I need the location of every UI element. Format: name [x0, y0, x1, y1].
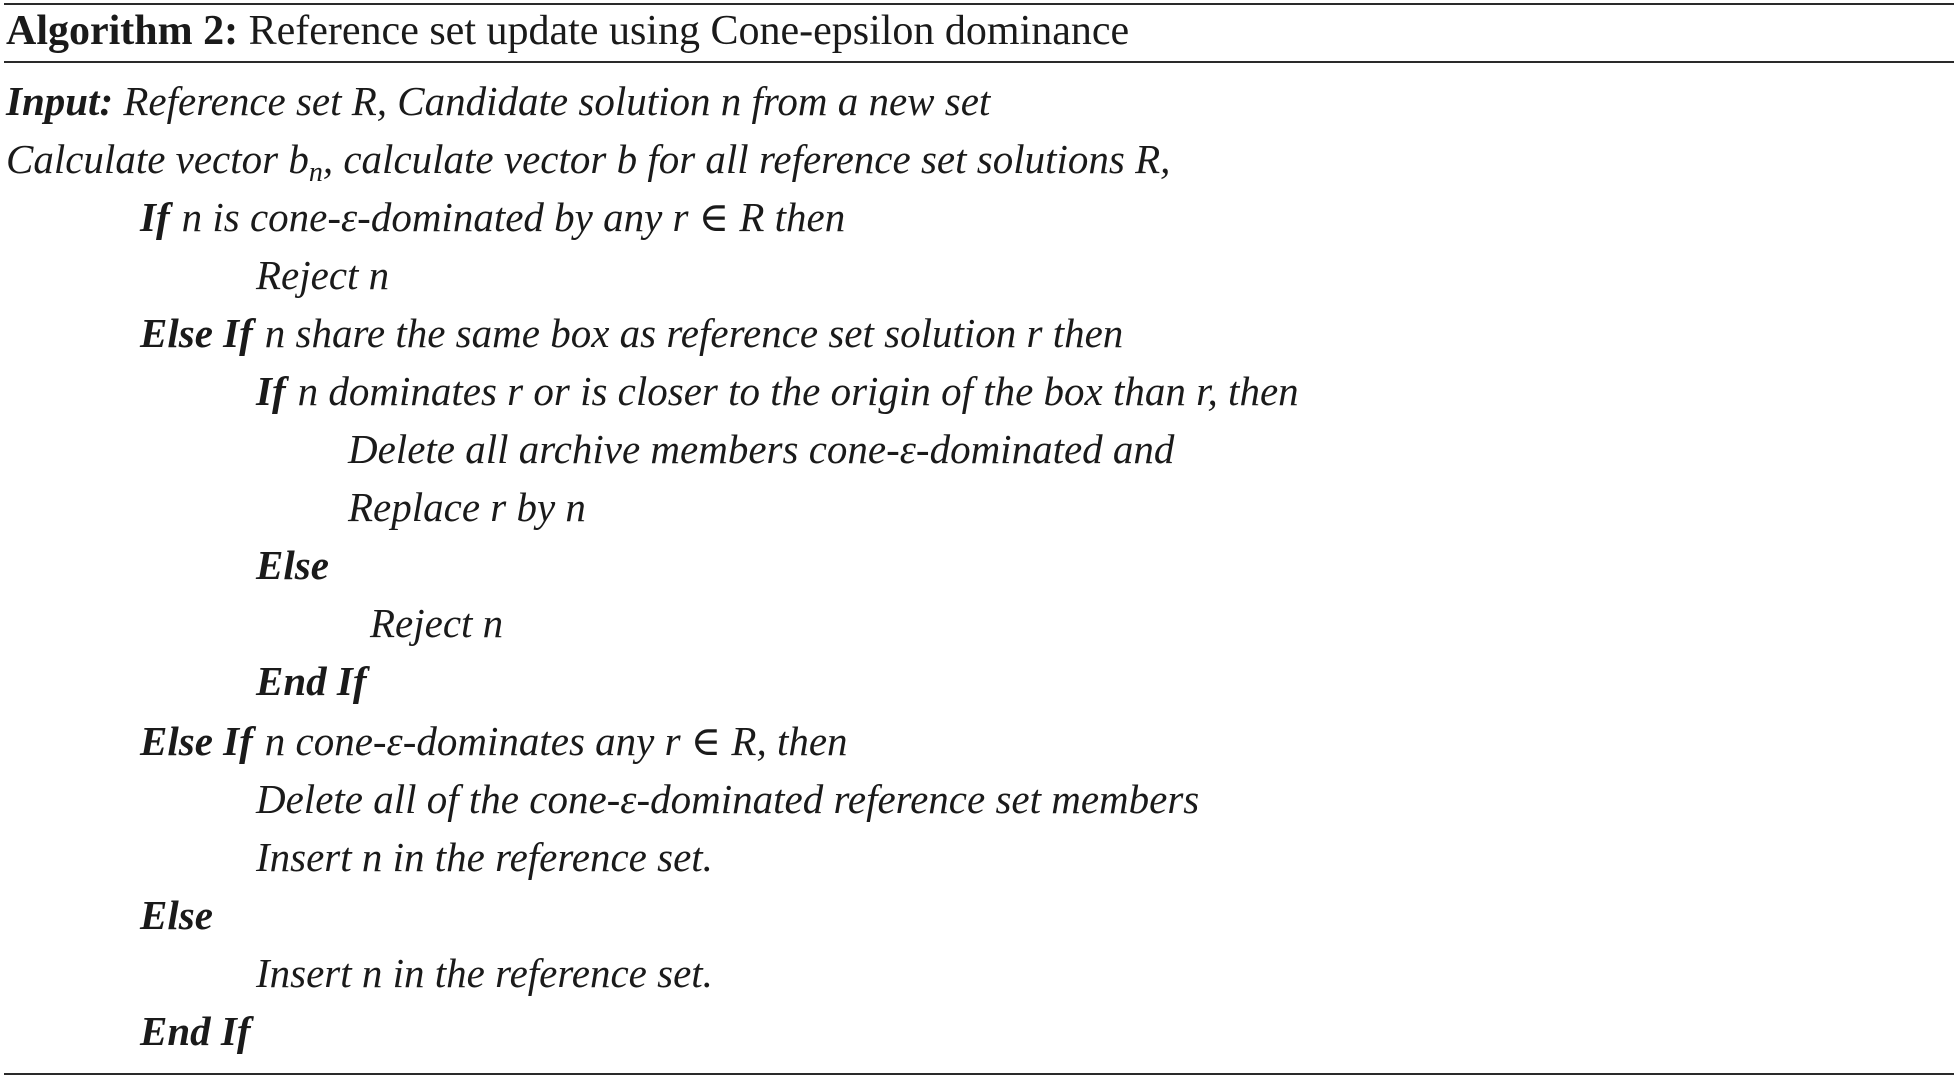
line-text: Delete all archive members cone-ε-dominated and: [348, 426, 1175, 472]
line-text: Delete all of the cone-ε-dominated reference set members: [256, 776, 1200, 822]
algorithm-line-input: [6, 72, 990, 130]
subscript: n: [308, 157, 323, 188]
algorithm-title-text: Reference set update using Cone-epsilon dominance: [248, 8, 1130, 54]
keyword-end-if: End If: [256, 658, 367, 704]
keyword-input: Input:: [6, 78, 114, 124]
algorithm-line-insert: [256, 944, 713, 1002]
line-text: , calculate vector b for all reference set solutions R,: [322, 136, 1171, 182]
line-text: Insert n in the reference set.: [256, 950, 713, 996]
keyword-if: If: [256, 368, 286, 414]
algorithm-line-delete-members: [256, 770, 1199, 828]
keyword-end-if: End If: [140, 1008, 251, 1054]
algorithm-line-else: [140, 886, 213, 944]
line-text: Reject n: [370, 600, 504, 646]
algorithm-line-reject: [256, 246, 389, 304]
keyword-if: If: [140, 194, 170, 240]
line-text: Calculate vector b: [6, 136, 309, 182]
algorithm-line-replace: [348, 478, 586, 536]
header-rule: [4, 61, 1954, 63]
line-text: n cone-ε-dominates any r ∈ R, then: [264, 718, 848, 764]
algorithm-label: Algorithm 2:: [6, 8, 239, 54]
keyword-else-if: Else If: [140, 718, 253, 764]
algorithm-line-else-if: [140, 712, 848, 770]
line-text: Reference set R, Candidate solution n from a new set: [113, 78, 991, 124]
keyword-else-if: Else If: [140, 310, 253, 356]
keyword-else: Else: [140, 892, 213, 938]
algorithm-line-reject: [370, 594, 503, 652]
algorithm-title: [6, 2, 1129, 60]
algorithm-line-calculate: [6, 130, 1170, 188]
algorithm-line-insert: [256, 828, 713, 886]
algorithm-line-nested-if: [256, 362, 1299, 420]
keyword-else: Else: [256, 542, 329, 588]
algorithm-line-if: [140, 188, 845, 246]
algorithm-line-end-if: [140, 1002, 251, 1060]
line-text: Insert n in the reference set.: [256, 834, 713, 880]
algorithm-line-delete-archive: [348, 420, 1174, 478]
line-text: Replace r by n: [348, 484, 586, 530]
line-text: Reject n: [256, 252, 390, 298]
algorithm-line-else: [256, 536, 329, 594]
line-text: n share the same box as reference set solution r then: [264, 310, 1124, 356]
line-text: n dominates r or is closer to the origin of the box than r, then: [297, 368, 1299, 414]
algorithm-line-end-if: [256, 652, 367, 710]
bottom-rule: [4, 1073, 1954, 1075]
algorithm-line-else-if: [140, 304, 1123, 362]
line-text: n is cone-ε-dominated by any r ∈ R then: [181, 194, 846, 240]
